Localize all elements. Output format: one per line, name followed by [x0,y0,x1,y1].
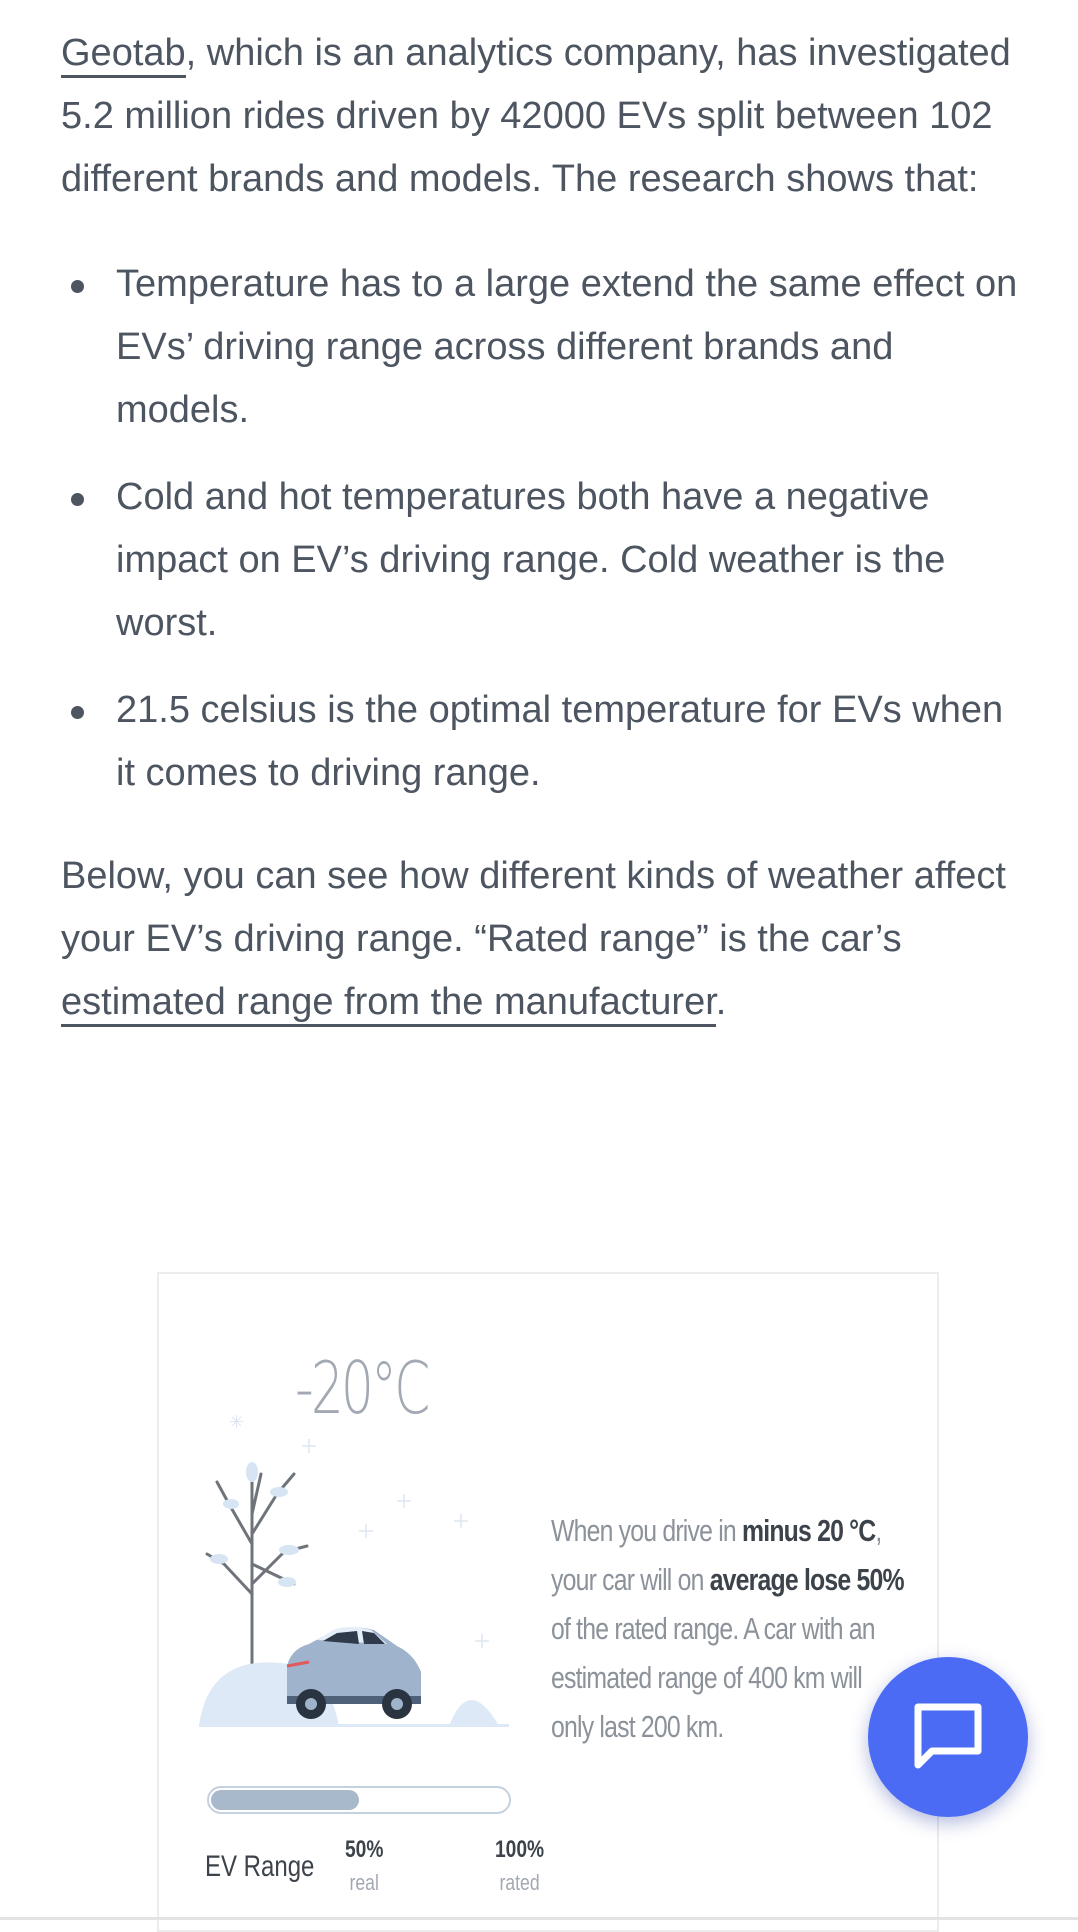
geotab-link[interactable]: Geotab [61,32,186,78]
list-item [61,679,1021,805]
tick-rated-value: 100% [495,1836,545,1863]
findings-list [61,253,1021,805]
list-item-text: Temperature has to a large extend the same effect on EVs’ driving range across different brands and models. [116,263,1018,431]
desc-text: only last 200 km. [551,1709,724,1744]
bullet-icon [71,493,84,506]
manufacturer-range-link[interactable]: estimated range from the manufacturer [61,981,716,1027]
list-item [61,253,1021,442]
page-divider [0,1917,1078,1920]
desc-bold-temp: minus 20 °C [741,1513,876,1548]
below-text-end: . [715,981,727,1023]
tick-rated [495,1836,544,1896]
chat-bubble-icon [908,1697,988,1777]
range-infographic-card [157,1272,939,1932]
tick-real-value: 50% [345,1836,384,1863]
tick-rated-label: rated [499,1870,540,1895]
snowflake-icon [302,1439,489,1648]
range-progress-bar [207,1786,511,1814]
desc-text: , [875,1513,882,1548]
desc-text: of the rated range. A car with an [551,1611,875,1646]
snow-drift-right [449,1700,499,1726]
range-description [551,1506,904,1751]
tick-real [345,1836,383,1896]
article-body [61,22,1021,1034]
svg-text:✳: ✳ [229,1412,245,1432]
below-paragraph [61,845,1021,1034]
list-item-text: 21.5 celsius is the optimal temperature for EVs when it comes to driving range. [116,689,1004,794]
list-item [61,466,1021,655]
desc-text: your car will on [551,1562,710,1597]
tick-real-label: real [349,1870,379,1895]
ev-range-label: EV Range [205,1850,315,1883]
intro-text: , which is an analytics company, has investigated 5.2 million rides driven by 42000 EVs split between 102 different brands and models. The research shows that: [61,32,1011,200]
intro-paragraph [61,22,1021,211]
desc-text: estimated range of 400 km will [551,1660,862,1695]
desc-bold-loss: average lose 50% [709,1562,904,1597]
chat-button[interactable] [868,1657,1028,1817]
bullet-icon [71,706,84,719]
below-text: Below, you can see how different kinds of weather affect your EV’s driving range. “Rated range” is the car’s [61,855,1006,960]
temperature-heading: -20°C [295,1346,428,1430]
range-progress-fill [211,1790,359,1810]
bullet-icon [71,280,84,293]
winter-car-illustration [199,1412,529,1754]
desc-text: When you drive in [551,1513,742,1548]
list-item-text: Cold and hot temperatures both have a negative impact on EV’s driving range. Cold weather is the worst. [116,476,946,644]
car-icon [287,1627,421,1719]
